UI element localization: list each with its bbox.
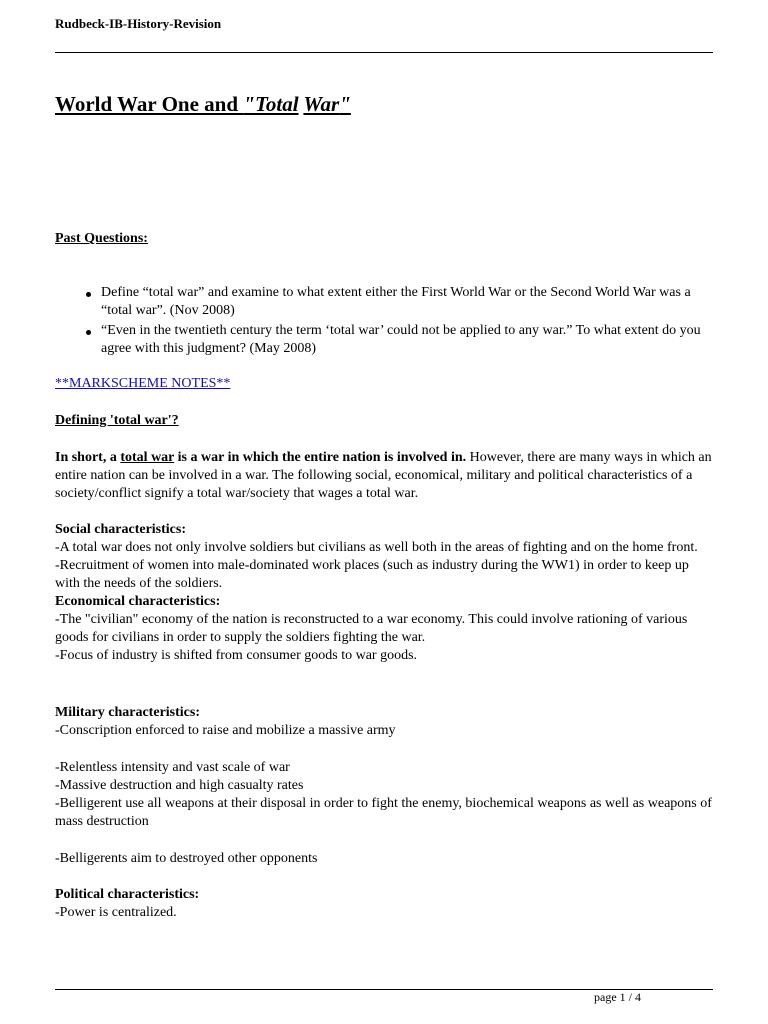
social-line: -Recruitment of women into male-dominated work places (such as industry during the WW1) in order to keep up with the needs of the soldiers. [55,558,689,591]
title-total: Total [254,92,299,116]
military-block-2 [55,759,715,831]
military-heading: Military characteristics: [55,705,200,720]
markscheme-link[interactable]: **MARKSCHEME NOTES** [55,376,231,391]
military-line: -Relentless intensity and vast scale of war [55,760,290,775]
bullet-icon [86,292,91,297]
military-block [55,704,715,740]
political-line: -Power is centralized. [55,905,177,920]
military-line: -Massive destruction and high casualty rates [55,778,304,793]
characteristics-block-1 [55,521,715,665]
title-text: World War One and [55,92,244,116]
page-number: page 1 / 4 [594,990,641,1004]
social-heading: Social characteristics: [55,522,187,537]
title-quote-open: " [243,92,255,116]
question-text: Define “total war” and examine to what extent either the First World War or the Second World War was a “total war”. (Nov 2008) [101,285,691,318]
defining-heading: Defining 'total war'? [55,413,179,428]
military-line: -Conscription enforced to raise and mobilize a massive army [55,723,396,738]
site-header: Rudbeck-IB-History-Revision [55,16,222,31]
list-item [75,284,715,320]
title-war: War [303,92,340,116]
bullet-icon [86,330,91,335]
page-title [55,92,351,117]
economical-heading: Economical characteristics: [55,594,221,609]
political-heading: Political characteristics: [55,887,200,902]
military-block-3 [55,850,715,868]
social-line: -A total war does not only involve soldiers but civilians as well both in the areas of fighting and on the home front. [55,540,698,555]
question-text: “Even in the twentieth century the term ‘total war’ could not be applied to any war.” To what extent do you agree with this judgment? (May 2008) [101,323,701,356]
past-questions-list [75,284,715,360]
header-divider [55,52,713,53]
defining-lead: In short, a [55,450,121,465]
military-line: -Belligerents aim to destroyed other opponents [55,851,318,866]
markscheme-paragraph [55,375,715,393]
title-quote-close: " [339,92,351,116]
defining-paragraph [55,449,715,503]
economical-line: -The "civilian" economy of the nation is reconstructed to a war economy. This could involve rationing of various goods for civilians in order to supply the soldiers fighting the war. [55,612,688,645]
list-item [75,322,715,358]
military-line: -Belligerent use all weapons at their disposal in order to fight the enemy, biochemical weapons as well as weapons of mass destruction [55,796,712,829]
political-block [55,886,715,922]
economical-line: -Focus of industry is shifted from consumer goods to war goods. [55,648,418,663]
past-questions-heading: Past Questions: [55,231,148,246]
defining-body: However, there are many ways in which an entire nation can be involved in a war. The following social, economical, military and political characteristics of a society/conflict signify a total war/society that wages a total war. [55,450,712,501]
defining-lead-end: is a war in which the entire nation is involved in. [174,450,467,465]
total-war-term: total war [120,450,175,465]
